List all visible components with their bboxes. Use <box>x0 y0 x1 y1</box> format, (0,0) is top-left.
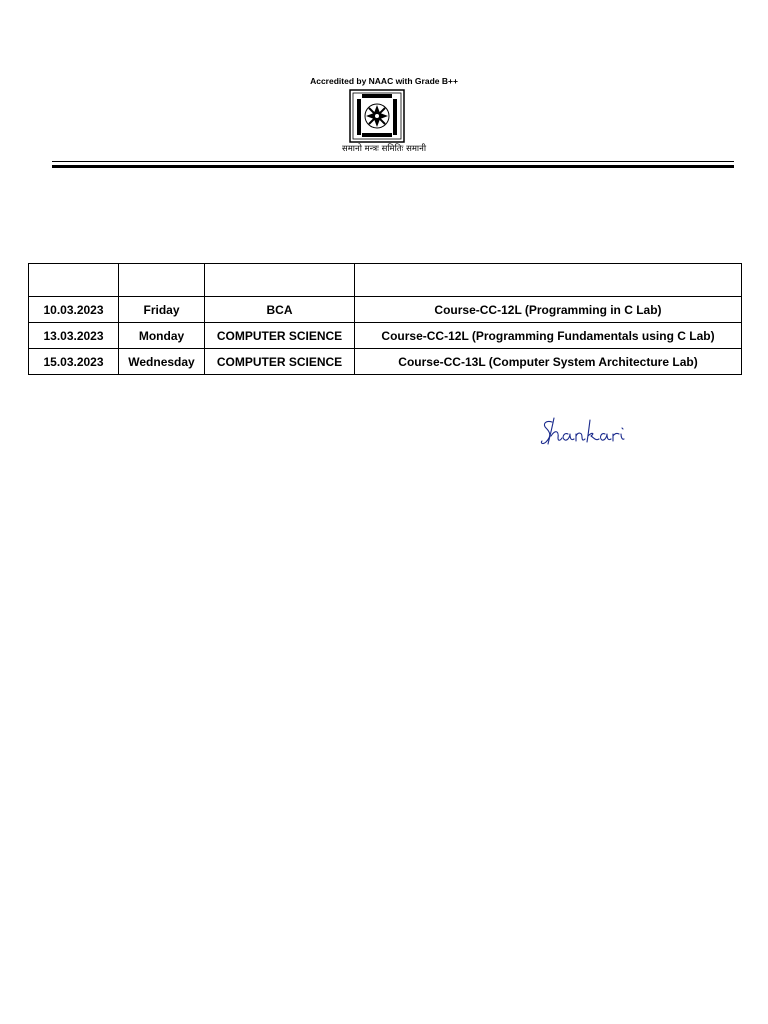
day-cell: Monday <box>119 323 205 349</box>
subject-cell: BCA <box>205 297 355 323</box>
table-row <box>29 323 742 349</box>
header-rule-thin <box>52 161 734 162</box>
day-cell: Wednesday <box>119 349 205 375</box>
table-row <box>29 349 742 375</box>
course-cell: Course-CC-12L (Programming Fundamentals using C Lab) <box>355 323 742 349</box>
header-cell <box>29 264 119 297</box>
header-cell <box>119 264 205 297</box>
date-cell: 10.03.2023 <box>29 297 119 323</box>
day-cell: Friday <box>119 297 205 323</box>
course-cell: Course-CC-13L (Computer System Architecture Lab) <box>355 349 742 375</box>
accreditation-text: Accredited by NAAC with Grade B++ <box>310 76 458 86</box>
handwritten-signature <box>538 414 638 448</box>
subject-cell: COMPUTER SCIENCE <box>205 323 355 349</box>
motto-text: समानो मन्त्रः समितिः समानी <box>341 144 427 154</box>
table-row <box>29 297 742 323</box>
date-cell: 15.03.2023 <box>29 349 119 375</box>
university-emblem-icon <box>348 89 406 143</box>
header-cell <box>355 264 742 297</box>
subject-cell: COMPUTER SCIENCE <box>205 349 355 375</box>
table-header-row <box>29 264 742 297</box>
exam-schedule-table <box>28 263 742 375</box>
date-cell: 13.03.2023 <box>29 323 119 349</box>
course-cell: Course-CC-12L (Programming in C Lab) <box>355 297 742 323</box>
header-cell <box>205 264 355 297</box>
header-rule-thick <box>52 165 734 168</box>
